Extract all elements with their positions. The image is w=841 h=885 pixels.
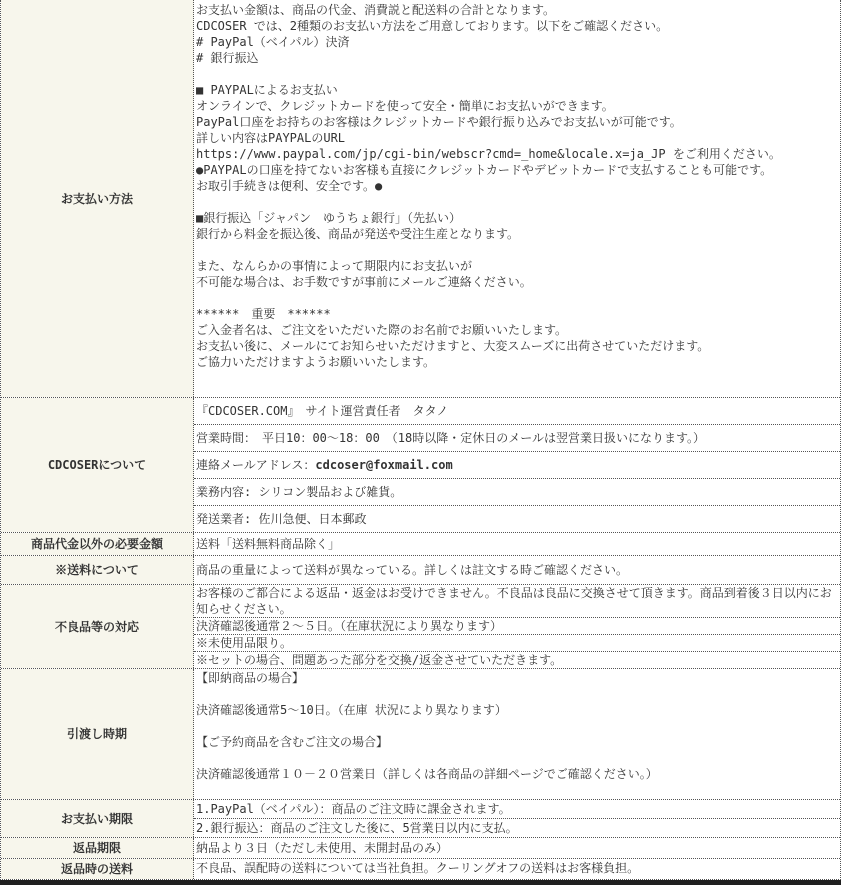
email-address: cdcoser@foxmail.com xyxy=(315,458,453,472)
text-line: 納品より３日（ただし未使用、未開封品のみ） xyxy=(196,841,449,855)
cell-defective-items-1 xyxy=(194,617,840,634)
row-extra-charges xyxy=(1,532,840,555)
row-about-shipping xyxy=(1,555,840,584)
text-line xyxy=(196,66,838,82)
text-line: ※未使用品限り。 xyxy=(196,636,293,650)
cell-about-cdcoser-2 xyxy=(194,451,840,478)
row-payment-method xyxy=(1,0,840,397)
text-line xyxy=(196,686,838,702)
text-line: 1.PayPal（ベイパル）：商品のご注文時に課金されます。 xyxy=(196,802,511,816)
text-line: お支払い金額は、商品の代金、消費説と配送料の合計となります。 xyxy=(196,3,556,17)
text-line: 決済確認後通常１０－２０営業日（詳しくは各商品の詳細ページでご確認ください。） xyxy=(196,767,658,781)
text-line: ■ PAYPALによるお支払い xyxy=(196,83,338,97)
text-line: 決済確認後通常5～10日。（在庫 状況により異なります） xyxy=(196,703,507,717)
row-header-about-shipping: ※送料について xyxy=(1,556,194,584)
text-line: 【即納商品の場合】 xyxy=(196,671,305,685)
cell-about-cdcoser-4 xyxy=(194,505,840,532)
text-line: # 銀行振込 xyxy=(196,51,259,65)
text-line: また、なんらかの事情によって期限内にお支払いが xyxy=(196,259,473,273)
cell-about-cdcoser-3 xyxy=(194,478,840,505)
text-line xyxy=(196,782,838,798)
text-segment: 連絡メールアドレス： xyxy=(196,458,316,472)
text-line: ****** 重要 ****** xyxy=(196,307,331,321)
text-line xyxy=(196,750,838,766)
row-header-payment-deadline: お支払い期限 xyxy=(1,800,194,837)
text-line: ※セットの場合、問題あった部分を交換/返金させていただきます。 xyxy=(196,653,563,667)
row-header-defective-items: 不良品等の対応 xyxy=(1,585,194,668)
row-header-extra-charges: 商品代金以外の必要金額 xyxy=(1,533,194,555)
text-line: 業務内容: シリコン製品および雑貨。 xyxy=(196,485,403,499)
text-line: 決済確認後通常２～５日。（在庫状況により異なります） xyxy=(196,619,503,633)
text-line: 不可能な場合は、お手数ですが事前にメールご連絡ください。 xyxy=(196,275,532,289)
row-header-delivery-time: 引渡し時期 xyxy=(1,669,194,799)
text-line: お支払い後に、メールにてお知らせいただけますと、大変スムーズに出荷させていただけます。 xyxy=(196,339,710,353)
text-line xyxy=(196,718,838,734)
row-header-return-shipping: 返品時の送料 xyxy=(1,859,194,879)
row-content-about-shipping xyxy=(194,556,840,584)
text-line xyxy=(196,290,838,306)
text-line xyxy=(196,194,838,210)
text-line: 『CDCOSER.COM』 サイト運営責任者 タタノ xyxy=(196,404,449,418)
text-line: オンラインで、クレジットカードを使って安全・簡単にお支払いができます。 xyxy=(196,99,614,113)
row-content-payment-deadline xyxy=(194,800,840,837)
text-line: お客様のご都合による返品・返金はお受けできません。不良品は良品に交換させて頂きます。商品到着後３日以内にお知らせください。 xyxy=(196,586,832,616)
text-line xyxy=(196,242,838,258)
cell-about-cdcoser-0 xyxy=(194,398,840,424)
cell-payment-deadline-1 xyxy=(194,818,840,837)
text-line: ご入金者名は、ご注文をいただいた際のお名前でお願いいたします。 xyxy=(196,323,568,337)
text-line: 送料「送料無料商品除く」 xyxy=(196,537,341,551)
text-line: 2.銀行振込：商品のご注文した後に、5営業日以内に支払。 xyxy=(196,821,518,835)
cell-defective-items-3 xyxy=(194,651,840,668)
row-defective-items xyxy=(1,584,840,668)
text-line: 【ご予約商品を含むご注文の場合】 xyxy=(196,735,389,749)
cell-extra-charges-0 xyxy=(194,533,840,555)
row-content-delivery-time xyxy=(194,669,840,799)
text-line xyxy=(196,457,838,473)
text-line: ■銀行振込「ジャパン ゆうちょ銀行」（先払い） xyxy=(196,211,461,225)
row-header-payment-method: お支払い方法 xyxy=(1,0,194,397)
bottom-bar xyxy=(0,880,841,885)
text-line: ●PAYPALの口座を持てないお客様も直接にクレジットカードやデビットカードで支払することも可能です。 xyxy=(196,163,773,177)
row-return-deadline xyxy=(1,837,840,858)
text-line: ご協力いただけますようお願いいたします。 xyxy=(196,355,436,369)
text-line: CDCOSER では、2種類のお支払い方法をご用意しております。以下をご確認ください。 xyxy=(196,19,669,33)
text-line: 商品の重量によって送料が異なっている。詳しくは註文する時ご確認ください。 xyxy=(196,563,629,577)
text-line: 不良品、誤配時の送料については当社負担。クーリングオフの送料はお客様負担。 xyxy=(196,861,640,875)
cell-return-deadline-0 xyxy=(194,838,840,858)
text-line: PayPal口座をお持ちのお客様はクレジットカードや銀行振り込みでお支払いが可能です。 xyxy=(196,115,682,129)
row-content-extra-charges xyxy=(194,533,840,555)
text-line: # PayPal（ベイパル）決済 xyxy=(196,35,350,49)
row-content-about-cdcoser xyxy=(194,398,840,532)
cell-defective-items-2 xyxy=(194,634,840,651)
row-return-shipping xyxy=(1,858,840,879)
text-line: https://www.paypal.com/jp/cgi-bin/webscr?cmd=_home&locale.x=ja_JP をご利用ください。 xyxy=(196,147,781,161)
text-line: 営業時間： 平日10：00～18：00 （18時以降・定休日のメールは翌営業日扱いになります。） xyxy=(196,431,706,445)
cell-payment-deadline-0 xyxy=(194,800,840,818)
text-line: 銀行から料金を振込後、商品が発送や受注生産となります。 xyxy=(196,227,520,241)
row-content-return-deadline xyxy=(194,838,840,858)
cell-return-shipping-0 xyxy=(194,859,840,877)
row-delivery-time xyxy=(1,668,840,799)
cell-payment-method-0 xyxy=(194,0,840,372)
cell-delivery-time-0 xyxy=(194,669,840,799)
row-content-return-shipping xyxy=(194,859,840,879)
row-about-cdcoser xyxy=(1,397,840,532)
row-header-about-cdcoser: CDCOSERについて xyxy=(1,398,194,532)
text-line: 詳しい内容はPAYPALのURL xyxy=(196,131,346,145)
text-line: お取引手続きは便利、安全です。● xyxy=(196,179,383,193)
row-content-defective-items xyxy=(194,585,840,668)
text-line: 発送業者: 佐川急便、日本郵政 xyxy=(196,512,367,526)
row-content-payment-method xyxy=(194,0,840,397)
row-header-return-deadline: 返品期限 xyxy=(1,838,194,858)
cell-about-shipping-0 xyxy=(194,556,840,584)
row-payment-deadline xyxy=(1,799,840,837)
cell-defective-items-0 xyxy=(194,585,840,617)
cell-about-cdcoser-1 xyxy=(194,424,840,451)
